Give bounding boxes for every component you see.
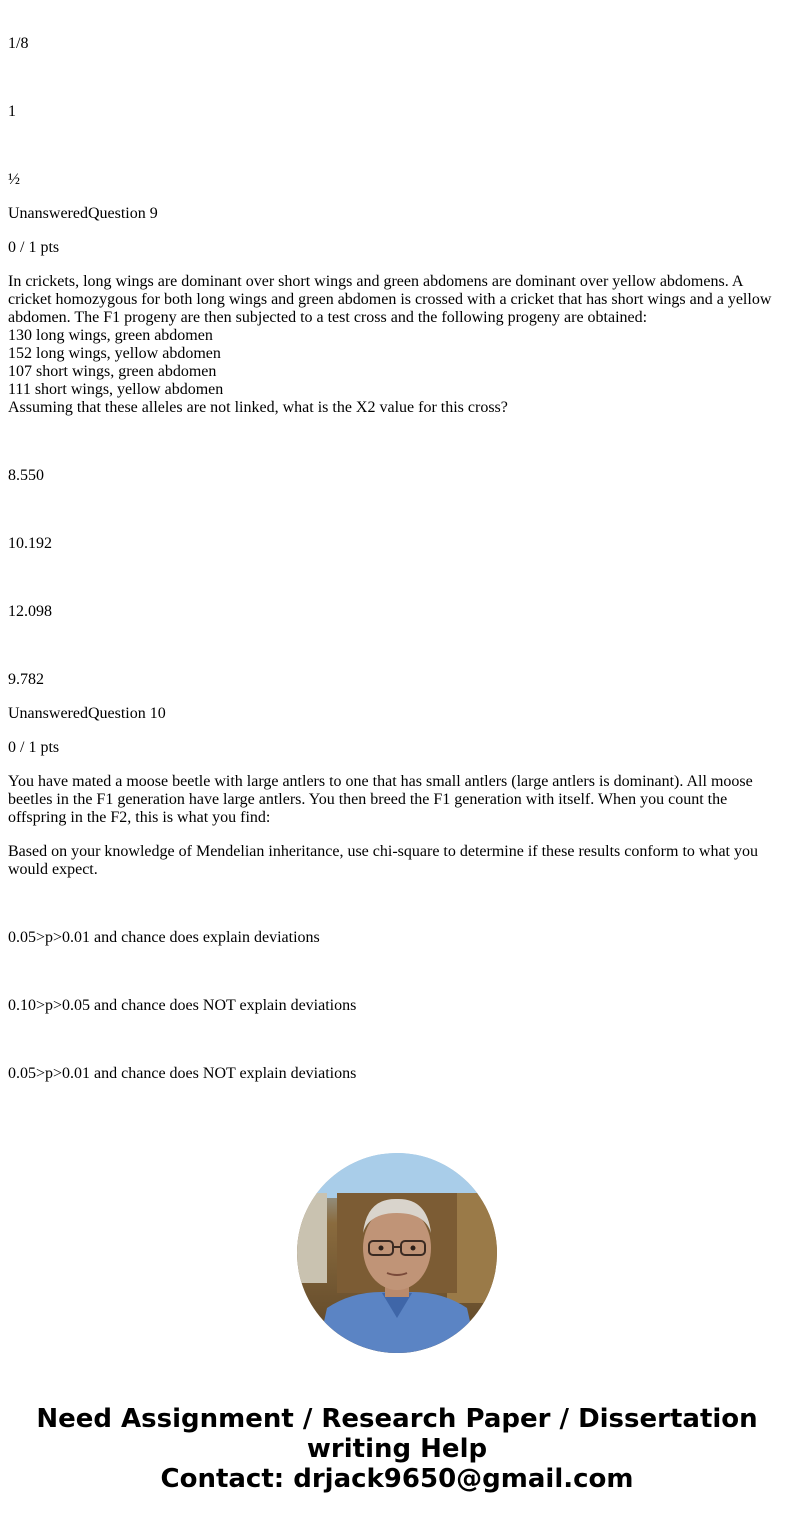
footer-contact[interactable]: Contact: drjack9650@gmail.com: [160, 1464, 634, 1494]
answer-option[interactable]: 0.10>p>0.05 and chance does NOT explain deviations: [8, 997, 357, 1014]
avatar: [297, 1153, 497, 1353]
answer-option[interactable]: 0.05>p>0.01 and chance does explain deviations: [8, 929, 320, 946]
answer-option[interactable]: 1/8: [8, 35, 29, 52]
question-points: 0 / 1 pts: [8, 239, 60, 256]
portrait-image: [297, 1153, 497, 1353]
answer-option[interactable]: 1: [8, 103, 16, 120]
question-intro: In crickets, long wings are dominant over short wings and green abdomens are dominant over yellow abdomens. A cricket homozygous for both long wings and green abdomen is crossed with a cricket that has short wings and a yellow abdomen. The F1 progeny are then subjected to a test cross and the following progeny are obtained:: [8, 273, 772, 326]
footer-line: writing Help: [306, 1434, 488, 1464]
answer-option[interactable]: 10.192: [8, 535, 52, 552]
answer-option[interactable]: ½: [8, 171, 20, 188]
question-points: 0 / 1 pts: [8, 739, 60, 756]
footer-line: Need Assignment / Research Paper / Dissertation: [36, 1404, 758, 1434]
question-text: [8, 273, 786, 417]
answer-option[interactable]: 9.782: [8, 671, 44, 688]
answer-option[interactable]: 8.550: [8, 467, 44, 484]
result-line: 152 long wings, yellow abdomen: [8, 345, 221, 362]
question-header: UnansweredQuestion 9: [8, 205, 158, 222]
answer-option[interactable]: 0.05>p>0.01 and chance does NOT explain deviations: [8, 1065, 357, 1082]
result-line: 111 short wings, yellow abdomen: [8, 381, 224, 398]
question-prompt: Assuming that these alleles are not linked, what is the X2 value for this cross?: [8, 399, 508, 416]
result-line: 130 long wings, green abdomen: [8, 327, 213, 344]
question-text: Based on your knowledge of Mendelian inheritance, use chi-square to determine if these results conform to what you would expect.: [8, 843, 758, 878]
question-text: You have mated a moose beetle with large antlers to one that has small antlers (large antlers is dominant). All moose beetles in the F1 generation have large antlers. You then breed the F1 generation with itself. When you count the offspring in the F2, this is what you find:: [8, 773, 753, 826]
answer-option[interactable]: 12.098: [8, 603, 52, 620]
question-header: UnansweredQuestion 10: [8, 705, 166, 722]
result-line: 107 short wings, green abdomen: [8, 363, 217, 380]
footer-banner: [0, 1404, 794, 1494]
